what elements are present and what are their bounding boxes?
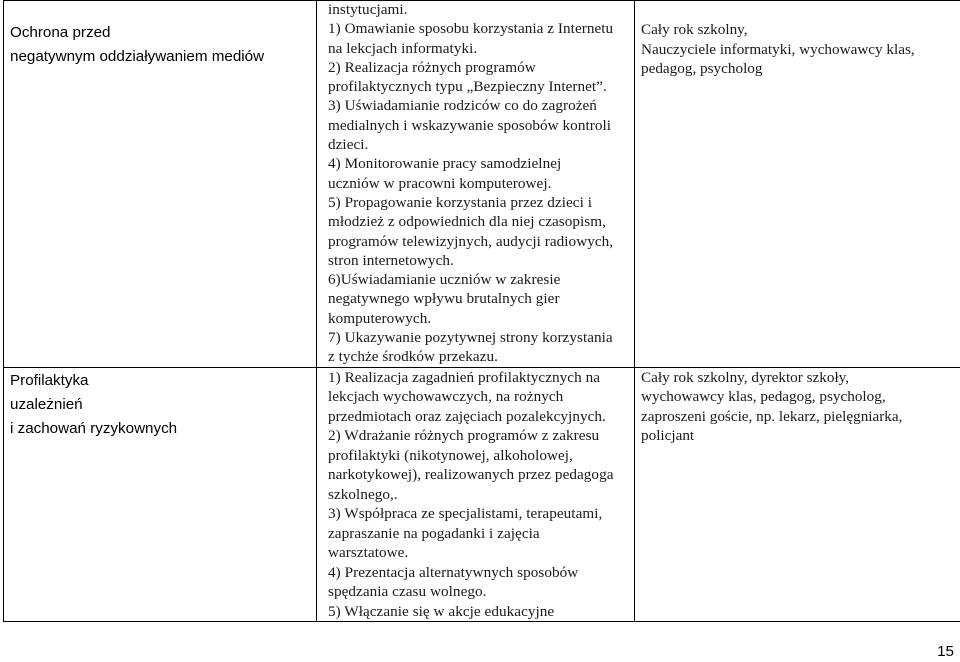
tasks-cell: [317, 367, 635, 622]
task-line: negatywnego wpływu brutalnych gier: [328, 290, 560, 308]
area-cell: [4, 367, 317, 622]
task-line: warsztatowe.: [328, 544, 409, 562]
task-line: 5) Propagowanie korzystania przez dzieci i: [328, 193, 592, 211]
responsible-cell: [635, 367, 960, 622]
area-title: [4, 368, 316, 441]
task-line: spędzania czasu wolnego.: [328, 583, 487, 601]
task-list: [317, 368, 634, 622]
task-list: [317, 0, 634, 367]
responsible-line: Cały rok szkolny, dyrektor szkoły,: [641, 368, 850, 386]
area-title: [4, 1, 316, 69]
responsible-cell: [635, 1, 960, 368]
tasks-cell: [317, 1, 635, 368]
task-line: 3) Współpraca ze specjalistami, terapeutami,: [328, 505, 603, 523]
area-title-line: uzależnień: [10, 395, 83, 413]
task-line: 3) Uświadamianie rodziców co do zagrożeń: [328, 97, 597, 115]
responsible-list: [635, 1, 960, 79]
task-line: zapraszanie na pogadanki i zajęcia: [328, 524, 540, 542]
task-line: instytucjami.: [328, 1, 408, 18]
task-line: 4) Monitorowanie pracy samodzielnej: [328, 155, 562, 173]
task-line: 5) Włączanie się w akcje edukacyjne: [328, 602, 555, 620]
responsible-line: Cały rok szkolny,: [641, 21, 748, 38]
task-line: lekcjach wychowawczych, na rożnych: [328, 388, 564, 406]
task-line: medialnych i wskazywanie sposobów kontroli: [328, 116, 612, 134]
area-cell: [4, 1, 317, 368]
responsible-list: [635, 368, 960, 446]
task-line: przedmiotach oraz zajęciach pozalekcyjnych.: [328, 407, 606, 425]
area-title-line: Ochrona przed: [10, 24, 111, 41]
responsible-line: zaproszeni goście, np. lekarz, pielęgniarka,: [641, 407, 903, 425]
task-line: uczniów w pracowni komputerowej.: [328, 174, 552, 192]
task-line: 2) Wdrażanie różnych programów z zakresu: [328, 427, 600, 445]
task-line: 1) Omawianie sposobu korzystania z Internetu: [328, 20, 614, 38]
responsible-line: wychowawcy klas, pedagog, psycholog,: [641, 388, 886, 406]
task-line: z tychże środków przekazu.: [328, 348, 498, 366]
task-line: dzieci.: [328, 136, 369, 154]
task-line: programów telewizyjnych, audycji radiowych,: [328, 232, 614, 250]
task-line: profilaktyki (nikotynowej, alkoholowej,: [328, 446, 573, 464]
responsible-line: Nauczyciele informatyki, wychowawcy klas,: [641, 40, 915, 58]
task-line: komputerowych.: [328, 309, 432, 327]
task-line: młodzież z odpowiednich dla niej czasopism,: [328, 213, 606, 231]
page-number: 15: [937, 643, 954, 660]
plan-table: [3, 0, 960, 622]
table-row: [4, 1, 960, 368]
task-line: na lekcjach informatyki.: [328, 39, 478, 57]
task-line: profilaktycznych typu „Bezpieczny Internet”.: [328, 78, 607, 96]
task-line: szkolnego,.: [328, 485, 398, 503]
task-line: 7) Ukazywanie pozytywnej strony korzystania: [328, 329, 613, 347]
task-line: narkotykowej), realizowanych przez pedagoga: [328, 466, 614, 484]
task-line: stron internetowych.: [328, 251, 454, 269]
table-row: [4, 367, 960, 622]
responsible-line: pedagog, psycholog: [641, 60, 763, 77]
task-line: 2) Realizacja różnych programów: [328, 58, 536, 76]
task-line: 4) Prezentacja alternatywnych sposobów: [328, 563, 579, 581]
task-line: 6)Uświadamianie uczniów w zakresie: [328, 271, 561, 289]
task-line: 1) Realizacja zagadnień profilaktycznych na: [328, 368, 601, 386]
area-title-line: negatywnym oddziaływaniem mediów: [10, 48, 265, 65]
area-title-line: Profilaktyka: [10, 371, 89, 389]
area-title-line: i zachowań ryzykownych: [10, 419, 178, 437]
responsible-line: policjant: [641, 427, 695, 445]
